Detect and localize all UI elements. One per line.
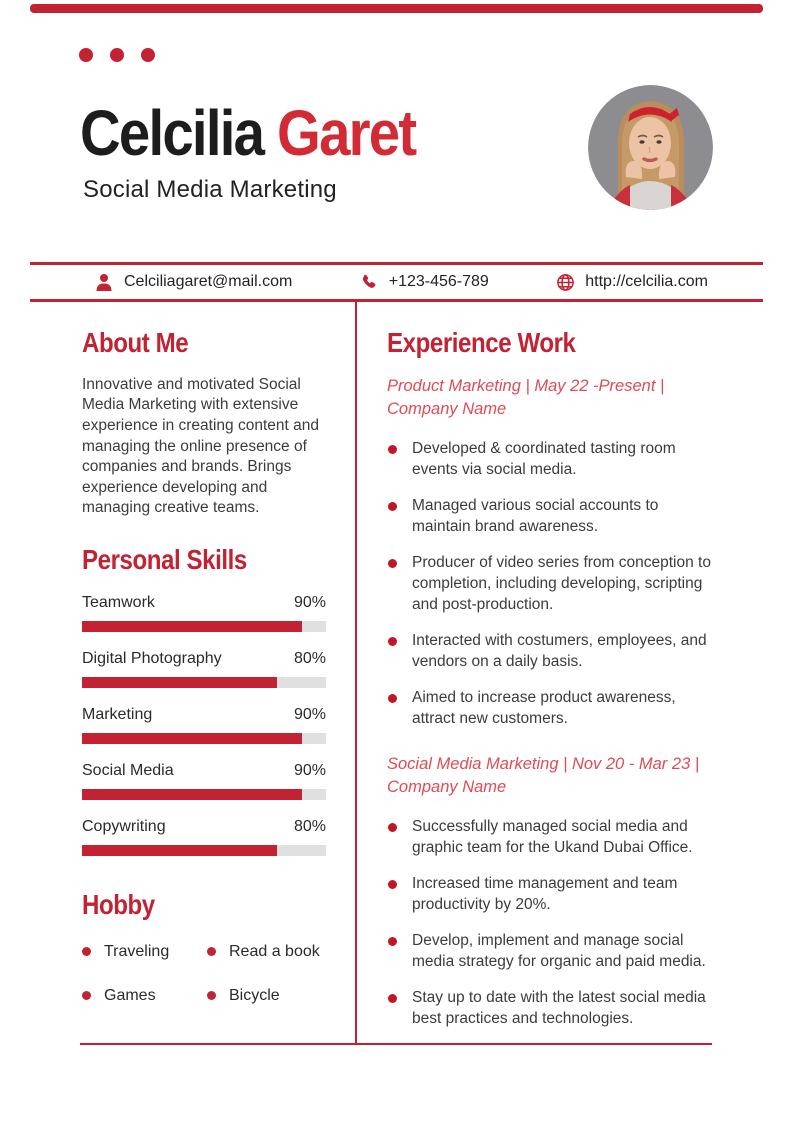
bullet-dot-icon <box>207 991 216 1000</box>
person-first-name: Celcilia <box>80 97 264 169</box>
skill-bar-fill <box>82 677 277 688</box>
contact-website-text: http://celcilia.com <box>585 273 708 290</box>
job-bullet-list <box>387 438 711 729</box>
bullet-dot-icon <box>207 947 216 956</box>
right-column <box>387 312 711 1044</box>
hobby-heading: Hobby <box>82 888 155 920</box>
person-name <box>80 96 415 170</box>
skill-bar-fill <box>82 845 277 856</box>
skill-bar <box>82 621 326 632</box>
skill-bar <box>82 733 326 744</box>
job-bullet: Interacted with costumers, employees, and vendors on a daily basis. <box>387 630 711 672</box>
dot-icon <box>141 48 155 62</box>
experience-job <box>387 375 711 729</box>
job-bullet: Aimed to increase product awareness, attract new customers. <box>387 687 711 729</box>
hobby-label: Games <box>104 986 156 1004</box>
dot-icon <box>110 48 124 62</box>
skill-percent: 80% <box>293 649 326 667</box>
job-title: Social Media Marketing | Nov 20 - Mar 23 | Company Name <box>387 754 700 796</box>
skill-row <box>82 594 326 632</box>
experience-job <box>387 753 711 1029</box>
hobby-item <box>207 943 326 961</box>
about-heading: About Me <box>82 327 189 358</box>
person-role: Social Media Marketing <box>83 176 337 203</box>
hobby-item <box>207 987 326 1005</box>
hobby-item <box>82 987 207 1005</box>
left-column <box>82 312 326 1005</box>
contact-phone-text: +123-456-789 <box>388 273 489 290</box>
top-accent-bar <box>30 4 763 13</box>
contact-email-text: Celciliagaret@mail.com <box>124 273 293 290</box>
skill-label: Marketing <box>82 705 153 723</box>
contact-email[interactable] <box>94 272 292 292</box>
skill-bar-fill <box>82 621 302 632</box>
skill-percent: 90% <box>293 761 326 779</box>
skill-bar <box>82 845 326 856</box>
job-bullet: Managed various social accounts to maintain brand awareness. <box>387 495 711 537</box>
decorative-dots <box>79 48 155 62</box>
job-bullet-list <box>387 816 711 1029</box>
skill-bar <box>82 789 326 800</box>
profile-photo <box>588 85 713 210</box>
job-bullet: Developed & coordinated tasting room events via social media. <box>387 438 711 480</box>
hobby-label: Read a book <box>229 942 320 960</box>
contact-website[interactable] <box>555 272 708 292</box>
job-bullet: Develop, implement and manage social media strategy for organic and paid media. <box>387 930 711 972</box>
skills-heading: Personal Skills <box>82 543 247 575</box>
person-icon <box>94 272 114 292</box>
skill-label: Copywriting <box>82 817 166 835</box>
job-bullet: Increased time management and team productivity by 20%. <box>387 873 711 915</box>
contact-phone[interactable] <box>359 272 489 292</box>
skill-percent: 90% <box>293 705 326 723</box>
skill-label: Digital Photography <box>82 649 222 667</box>
globe-icon <box>555 272 575 292</box>
dot-icon <box>79 48 93 62</box>
skill-row <box>82 762 326 800</box>
hobby-list <box>82 943 326 1005</box>
skill-bar-fill <box>82 733 302 744</box>
skills-list <box>82 594 326 856</box>
phone-icon <box>359 272 379 292</box>
hobby-item <box>82 943 207 961</box>
bullet-dot-icon <box>82 947 91 956</box>
skill-bar <box>82 677 326 688</box>
experience-heading: Experience Work <box>387 327 576 358</box>
job-bullet: Successfully managed social media and graphic team for the Ukand Dubai Office. <box>387 816 711 858</box>
skill-bar-fill <box>82 789 302 800</box>
skill-label: Teamwork <box>82 593 155 611</box>
column-divider <box>355 302 357 1044</box>
hobby-label: Traveling <box>104 942 170 960</box>
job-bullet: Producer of video series from conception to completion, including developing, scripting and post-production. <box>387 552 711 615</box>
skill-row <box>82 650 326 688</box>
job-bullet: Stay up to date with the latest social media best practices and technologies. <box>387 987 711 1029</box>
skill-row <box>82 706 326 744</box>
bullet-dot-icon <box>82 991 91 1000</box>
person-last-name: Garet <box>277 97 416 169</box>
hobby-label: Bicycle <box>229 986 280 1004</box>
skill-percent: 80% <box>293 817 326 835</box>
skill-percent: 90% <box>293 593 326 611</box>
skill-row <box>82 818 326 856</box>
skill-label: Social Media <box>82 761 174 779</box>
job-title: Product Marketing | May 22 -Present | Company Name <box>387 376 665 418</box>
avatar-illustration <box>588 85 713 210</box>
about-text: Innovative and motivated Social Media Marketing with extensive experience in creating content and managing the online presence of companies and brands. Brings experience developing and managing creative teams. <box>82 375 319 517</box>
contact-bar <box>30 262 763 302</box>
